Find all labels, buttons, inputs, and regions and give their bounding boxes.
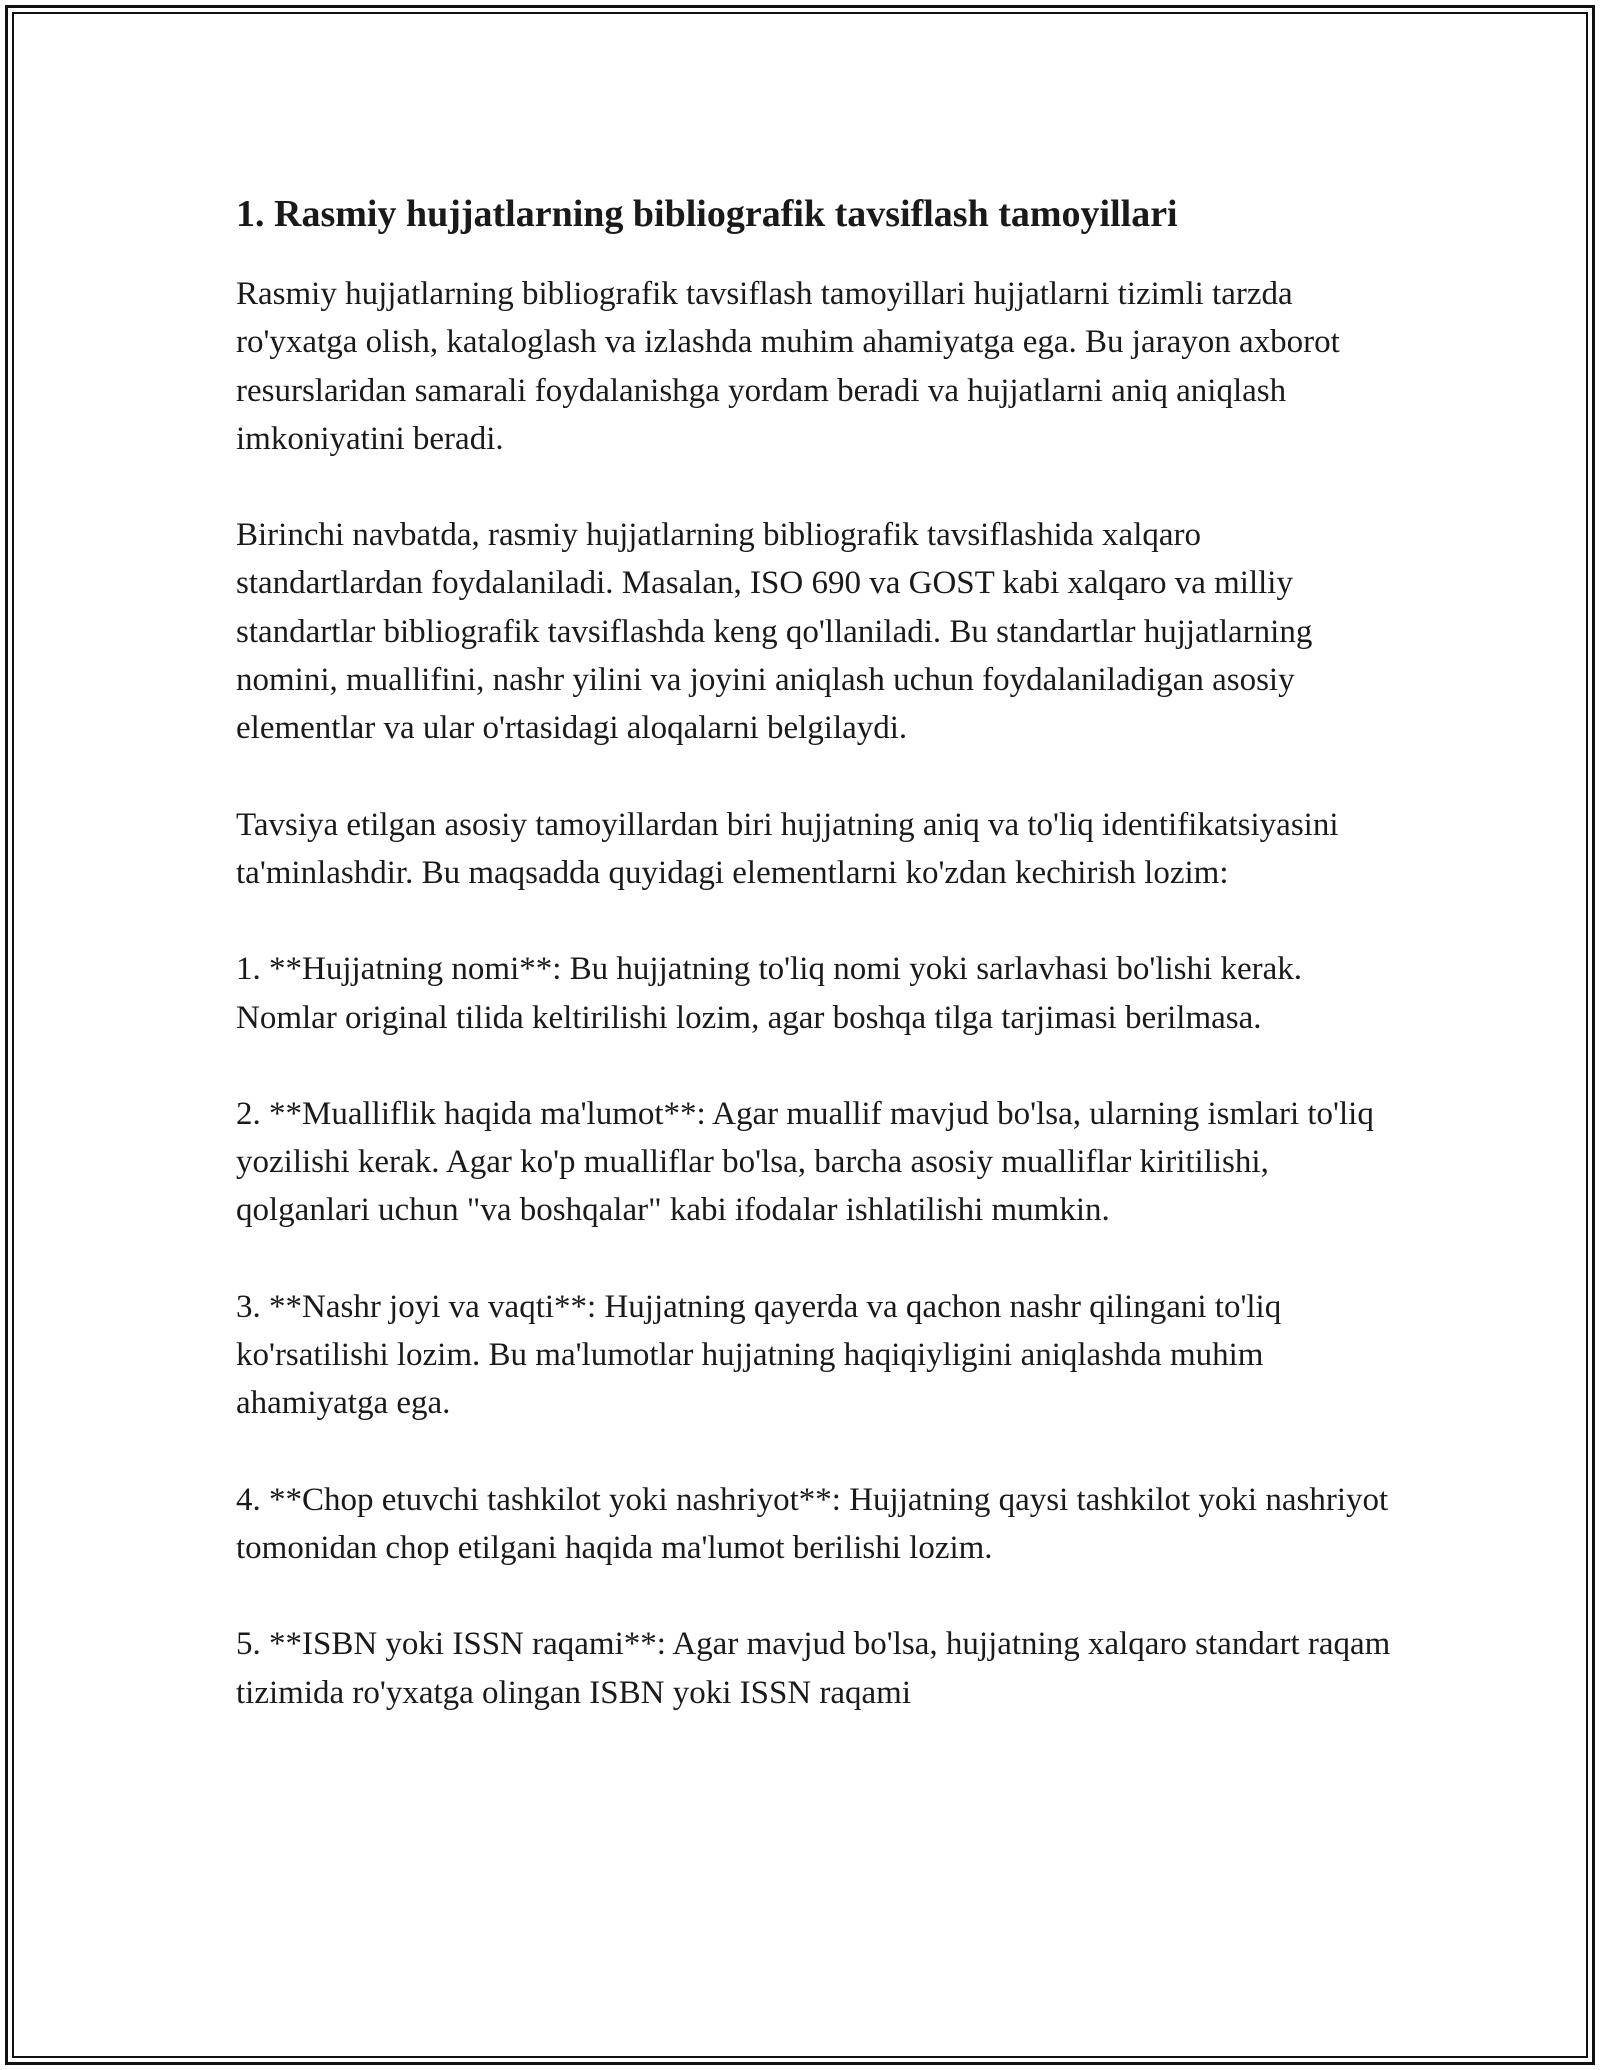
list-item-place-date: 3. **Nashr joyi va vaqti**: Hujjatning qayerda va qachon nashr qilingani to'liq ko'rsatilishi lozim. Bu ma'lumotlar hujjatning haqiqiyligini aniqlashda muhim ahamiyatga ega.: [236, 1288, 1282, 1422]
document-body: [236, 186, 1396, 1765]
intro-paragraph: Rasmiy hujjatlarning bibliografik tavsiflash tamoyillari hujjatlarni tizimli tarzda ro'yxatga olish, kataloglash va izlashda muhim ahamiyatga ega. Bu jarayon axborot resurslaridan samarali foydalanishga yordam beradi va hujjatlarni aniq aniqlash imkoniyatini beradi.: [236, 276, 1340, 457]
section-heading: 1. Rasmiy hujjatlarning bibliografik tavsiflash tamoyillari: [236, 193, 1178, 235]
list-item-isbn-issn: 5. **ISBN yoki ISSN raqami**: Agar mavjud bo'lsa, hujjatning xalqaro standart raqam tizimida ro'yxatga olingan ISBN yoki ISSN raqami: [236, 1626, 1391, 1711]
standards-paragraph: Birinchi navbatda, rasmiy hujjatlarning bibliografik tavsiflashida xalqaro standartlardan foydalaniladi. Masalan, ISO 690 va GOST kabi xalqaro va milliy standartlar bibliografik tavsiflashda keng qo'llaniladi. Bu standartlar hujjatlarning nomini, muallifini, nashr yilini va joyini aniqlash uchun foydalaniladigan asosiy elementlar va ular o'rtasidagi aloqalarni belgilaydi.: [236, 517, 1313, 747]
list-item-authorship: 2. **Mualliflik haqida ma'lumot**: Agar muallif mavjud bo'lsa, ularning ismlari to'liq yozilishi kerak. Agar ko'p mualliflar bo'lsa, barcha asosiy mualliflar kiritilishi, qolganlari uchun "va boshqalar" kabi ifodalar ishlatilishi mumkin.: [236, 1095, 1374, 1229]
principles-paragraph: Tavsiya etilgan asosiy tamoyillardan biri hujjatning aniq va to'liq identifikatsiyasini ta'minlashdir. Bu maqsadda quyidagi elementlarni ko'zdan kechirish lozim:: [236, 806, 1339, 891]
list-item-title: 1. **Hujjatning nomi**: Bu hujjatning to'liq nomi yoki sarlavhasi bo'lishi kerak. Nomlar original tilida keltirilishi lozim, agar boshqa tilga tarjimasi berilmasa.: [236, 951, 1302, 1036]
list-item-publisher: 4. **Chop etuvchi tashkilot yoki nashriyot**: Hujjatning qaysi tashkilot yoki nashriyot tomonidan chop etilgani haqida ma'lumot berilishi lozim.: [236, 1481, 1389, 1566]
